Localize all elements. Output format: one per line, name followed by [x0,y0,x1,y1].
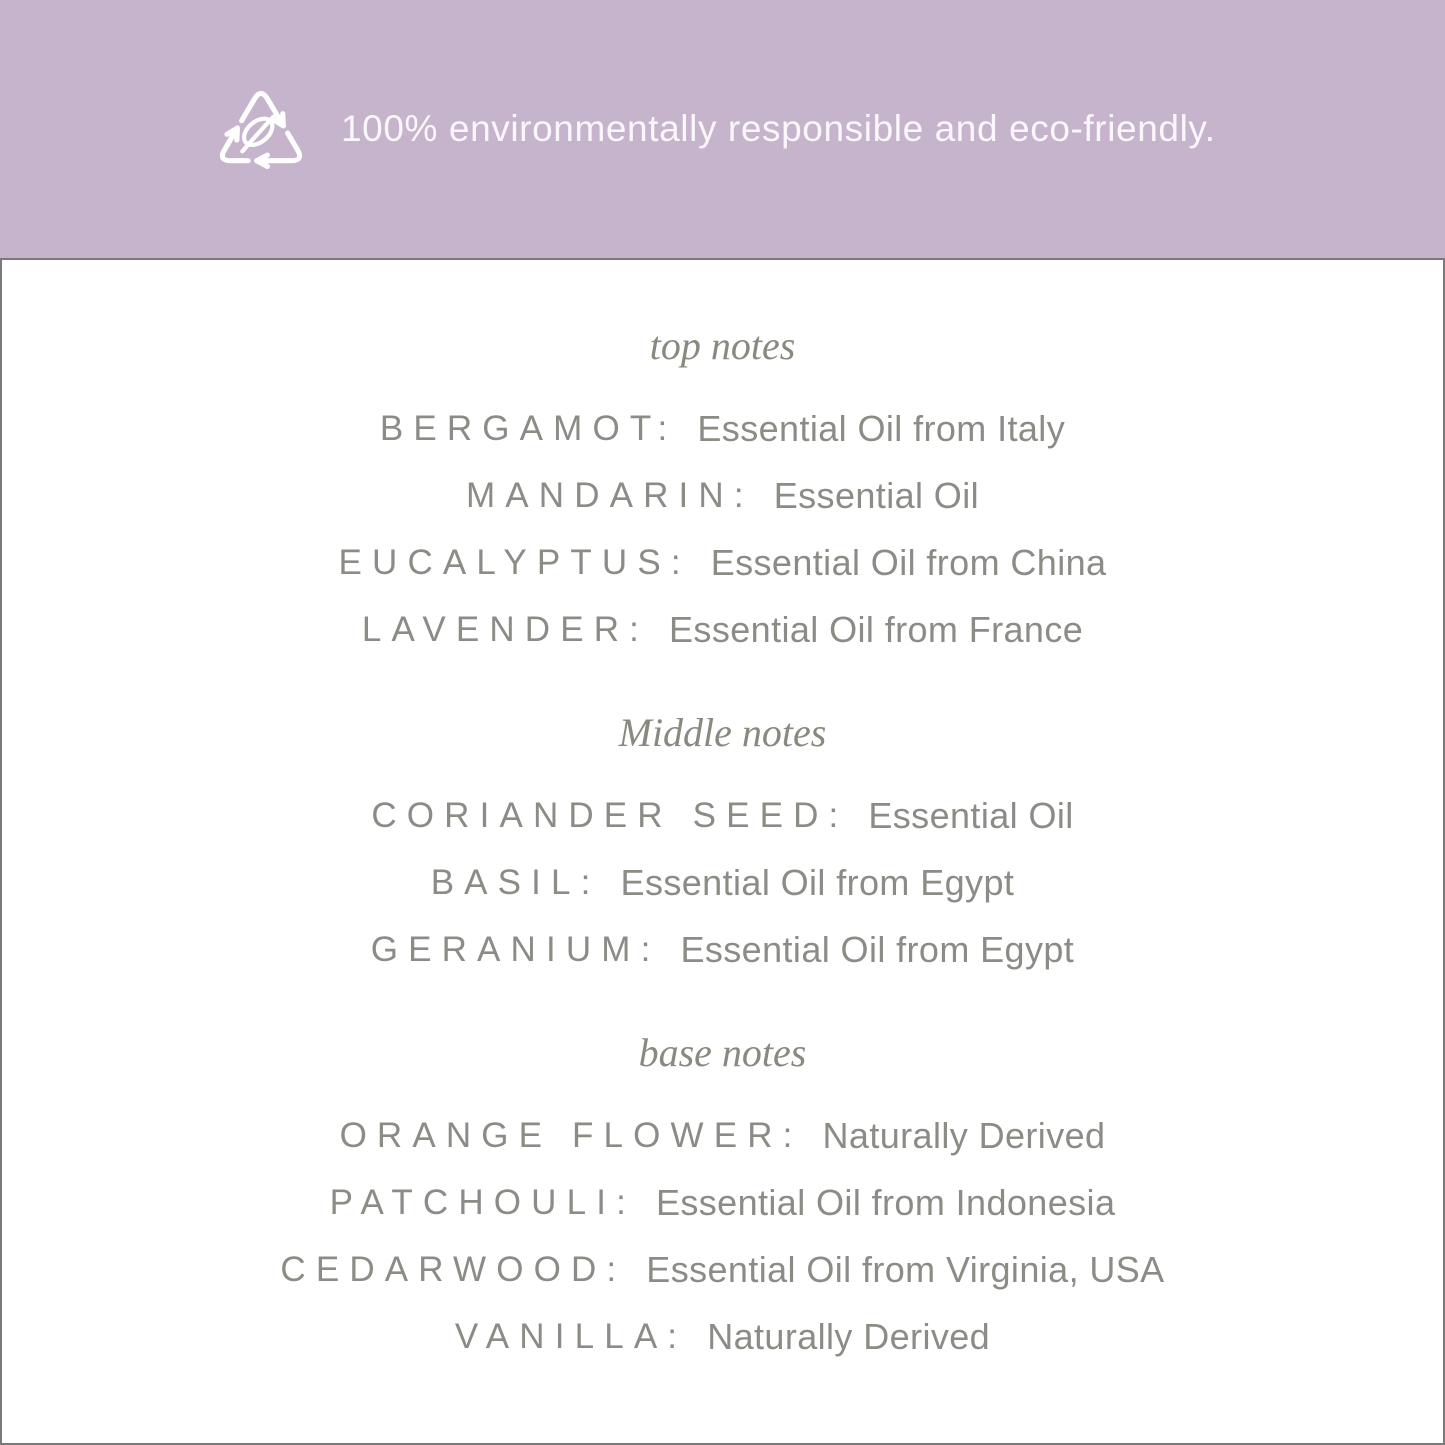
note-name: GERANIUM: [370,929,661,969]
note-line-geranium [2,916,1443,983]
note-desc: Essential Oil from Virginia, USA [646,1248,1165,1290]
note-desc: Essential Oil from Indonesia [655,1181,1116,1223]
note-name: BASIL: [430,862,601,902]
note-name: LAVENDER: [361,609,650,649]
section-heading-base-notes: base notes [638,1030,807,1075]
eco-banner-text: 100% environmentally responsible and eco-friendly. [341,108,1216,149]
fragrance-notes-panel [0,258,1445,1445]
note-desc: Essential Oil from Egypt [680,928,1075,970]
note-desc: Naturally Derived [822,1114,1106,1156]
section-middle-notes [2,699,1443,983]
section-top-notes [2,312,1443,663]
note-name: MANDARIN: [465,475,754,515]
note-line-basil [2,849,1443,916]
note-name: VANILLA: [454,1316,688,1356]
note-line-mandarin [2,462,1443,529]
note-name: CORIANDER SEED: [371,795,849,835]
note-name: EUCALYPTUS: [338,542,691,582]
note-desc: Essential Oil from Egypt [620,861,1015,903]
note-line-lavender [2,596,1443,663]
note-line-cedarwood [2,1236,1443,1303]
note-name: PATCHOULI: [329,1182,636,1222]
note-desc: Essential Oil from Italy [697,407,1066,449]
note-line-eucalyptus [2,529,1443,596]
note-line-patchouli [2,1169,1443,1236]
section-heading-top-notes: top notes [649,323,796,368]
recycle-leaf-icon [205,70,317,188]
section-heading-middle-notes: Middle notes [618,710,827,755]
note-desc: Naturally Derived [707,1315,991,1357]
eco-banner [0,0,1445,258]
note-desc: Essential Oil [773,474,980,516]
section-base-notes [2,1019,1443,1370]
note-line-orange-flower [2,1102,1443,1169]
note-desc: Essential Oil [868,794,1074,836]
note-name: ORANGE FLOWER: [339,1115,803,1155]
note-desc: Essential Oil from China [710,541,1107,583]
note-name: CEDARWOOD: [280,1249,627,1289]
note-desc: Essential Oil from France [669,608,1084,650]
note-name: BERGAMOT: [379,408,678,448]
note-line-vanilla [2,1303,1443,1370]
note-line-coriander-seed [2,782,1443,849]
note-line-bergamot [2,395,1443,462]
